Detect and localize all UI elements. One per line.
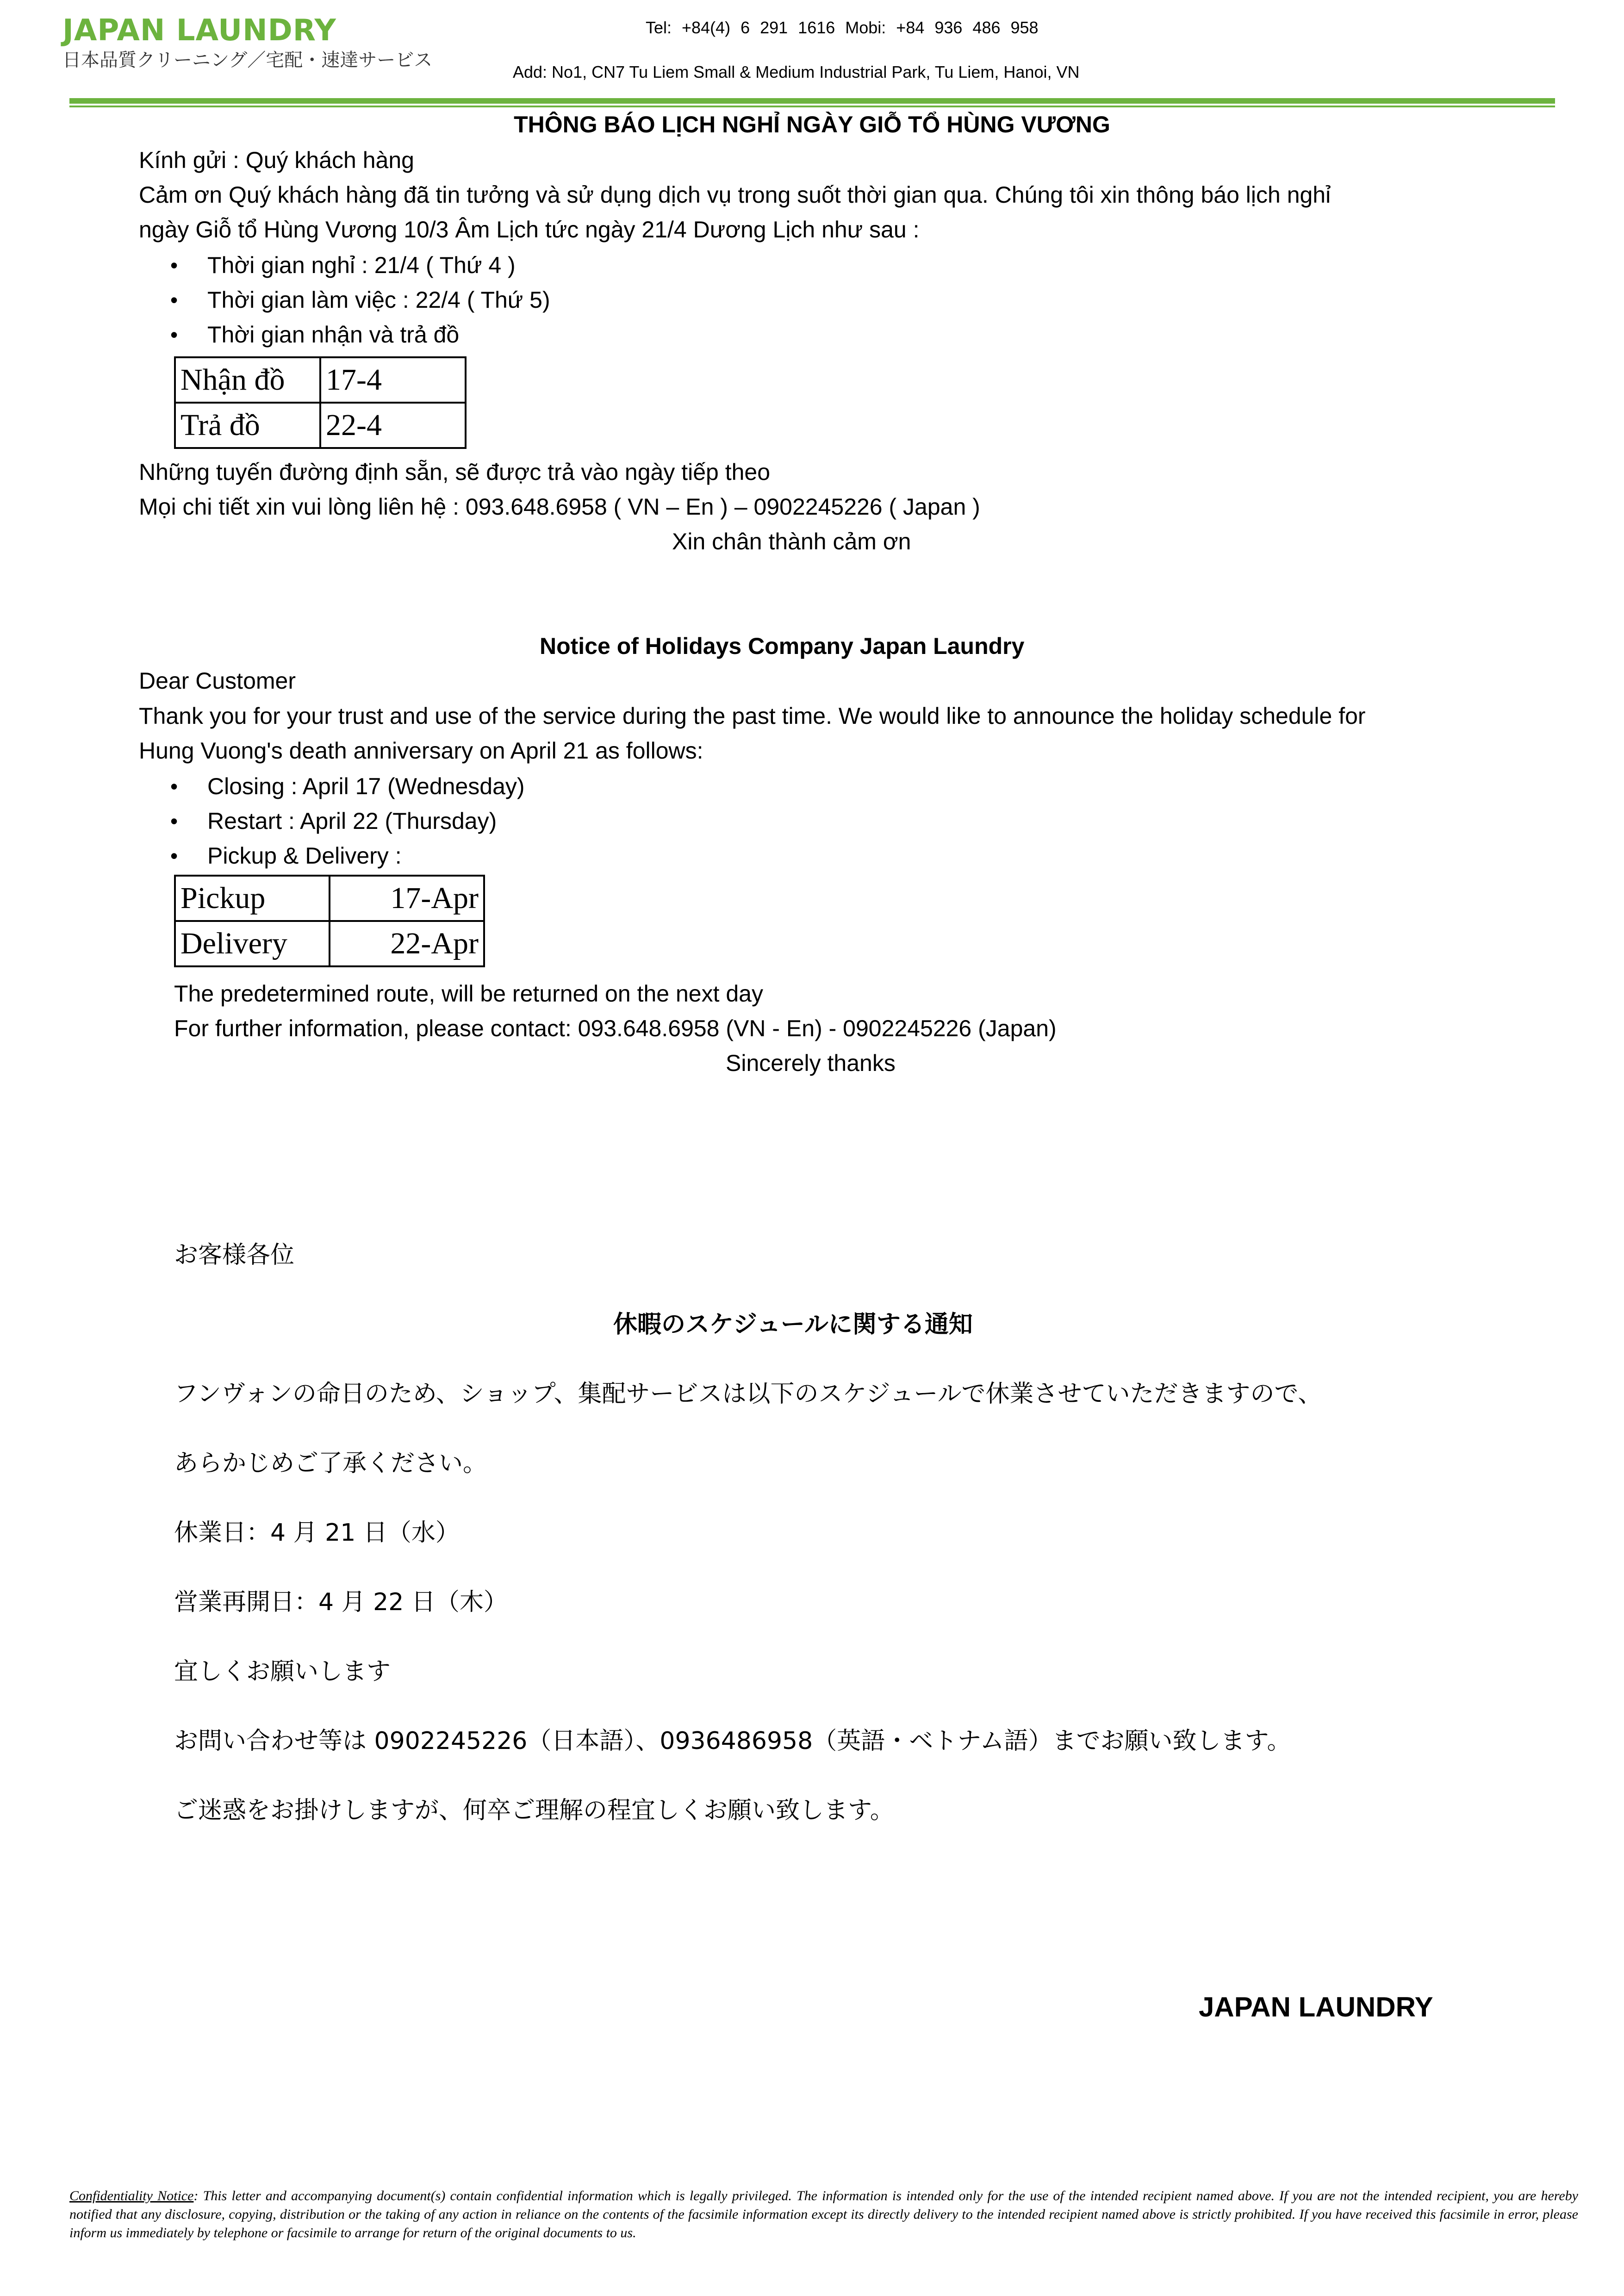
table-cell: 17-4 (320, 357, 466, 403)
table-cell: 22-Apr (330, 921, 484, 966)
company-tagline: 日本品質クリーニング／宅配・速達サービス (62, 50, 433, 71)
jp-line1: フンヴォンの命日のため、ショップ、集配サービスは以下のスケジュールで休業させていただきますので、 (174, 1380, 1322, 1408)
table-cell: 17-Apr (330, 876, 484, 921)
table-row (175, 876, 484, 921)
confidentiality-text: : This letter and accompanying document(s) contain confidential information which is legally privileged. The information is intended only for the use of the intended recipient named above. If you are not the intended recipient, you are hereby notified that any disclosure, copying, distribution or the taking of any action in reliance on the contents of the facsimile information except its directly delivery to the intended recipient named above is strictly prohibited. If you have received this facsimile in error, please inform us immediately by telephone or facsimile to arrange for return of the original documents to us. (69, 2188, 1578, 2240)
en-schedule-table (174, 875, 485, 967)
en-contact-line: For further information, please contact: 093.648.6958 (VN - En) - 0902245226 (Japan) (174, 1015, 1057, 1041)
en-body-line2: Hung Vuong's death anniversary on April 21 as follows: (139, 738, 703, 764)
jp-inquiry: お問い合わせ等は 0902245226（日本語）、0936486958（英語・ベトナム語）までお願い致します。 (174, 1727, 1291, 1755)
vn-thanks: Xin chân thành cảm ơn (672, 529, 911, 554)
vn-greeting: Kính gửi : Quý khách hàng (139, 147, 414, 173)
vn-schedule-table (174, 356, 467, 449)
table-cell: Pickup (175, 876, 330, 921)
jp-greeting: お客様各位 (174, 1241, 295, 1269)
jp-regards: 宜しくお願いします (174, 1658, 391, 1686)
table-cell: 22-4 (320, 403, 466, 448)
en-title: Notice of Holidays Company Japan Laundry (540, 633, 1025, 659)
vn-bullet-list (139, 248, 550, 352)
en-bullet-item: • Closing : April 17 (Wednesday) (139, 769, 525, 804)
jp-closed-date: 休業日：4 月 21 日（水） (174, 1519, 460, 1547)
header-phone: Tel: +84(4) 6 291 1616 Mobi: +84 936 486 958 (646, 18, 1039, 37)
signature: JAPAN LAUNDRY (1199, 1991, 1433, 2022)
table-cell: Trả đồ (175, 403, 320, 448)
vn-body-line2: ngày Giỗ tổ Hùng Vương 10/3 Âm Lịch tức ngày 21/4 Dương Lịch như sau : (139, 217, 920, 243)
header-address: Add: No1, CN7 Tu Liem Small & Medium Industrial Park, Tu Liem, Hanoi, VN (513, 62, 1080, 81)
en-bullet-item: • Pickup & Delivery : (139, 839, 525, 873)
jp-apology: ご迷惑をお掛けしますが、何卒ご理解の程宜しくお願い致します。 (174, 1797, 894, 1824)
confidentiality-notice (69, 2187, 1578, 2242)
jp-reopen-date: 営業再開日：4 月 22 日（木） (174, 1588, 508, 1616)
vn-route-note: Những tuyến đường định sẵn, sẽ được trả vào ngày tiếp theo (139, 459, 771, 485)
en-greeting: Dear Customer (139, 668, 296, 694)
vn-body-line1: Cảm ơn Quý khách hàng đã tin tưởng và sử dụng dịch vụ trong suốt thời gian qua. Chúng tôi xin thông báo lịch nghỉ (139, 182, 1331, 208)
table-row (175, 403, 466, 448)
vn-title: THÔNG BÁO LỊCH NGHỈ NGÀY GIỖ TỔ HÙNG VƯƠNG (514, 112, 1110, 137)
table-cell: Nhận đồ (175, 357, 320, 403)
jp-line2: あらかじめご了承ください。 (174, 1450, 487, 1477)
en-bullet-list (139, 769, 525, 873)
company-logo: JAPAN LAUNDRY (62, 13, 336, 48)
vn-contact-line: Mọi chi tiết xin vui lòng liên hệ : 093.648.6958 ( VN – En ) – 0902245226 ( Japan ) (139, 494, 980, 520)
en-body-line1: Thank you for your trust and use of the service during the past time. We would like to announce the holiday schedule for (139, 703, 1366, 729)
jp-title: 休暇のスケジュールに関する通知 (613, 1311, 973, 1338)
header-divider (69, 98, 1555, 104)
vn-bullet-item: • Thời gian làm việc : 22/4 ( Thứ 5) (139, 283, 550, 317)
en-bullet-item: • Restart : April 22 (Thursday) (139, 804, 525, 839)
vn-bullet-item: • Thời gian nhận và trả đồ (139, 317, 550, 352)
table-row (175, 357, 466, 403)
table-row (175, 921, 484, 966)
vn-bullet-item: • Thời gian nghỉ : 21/4 ( Thứ 4 ) (139, 248, 550, 283)
table-cell: Delivery (175, 921, 330, 966)
en-route-note: The predetermined route, will be returned on the next day (174, 981, 763, 1007)
confidentiality-label: Confidentiality Notice (69, 2188, 194, 2203)
en-thanks: Sincerely thanks (726, 1050, 896, 1076)
